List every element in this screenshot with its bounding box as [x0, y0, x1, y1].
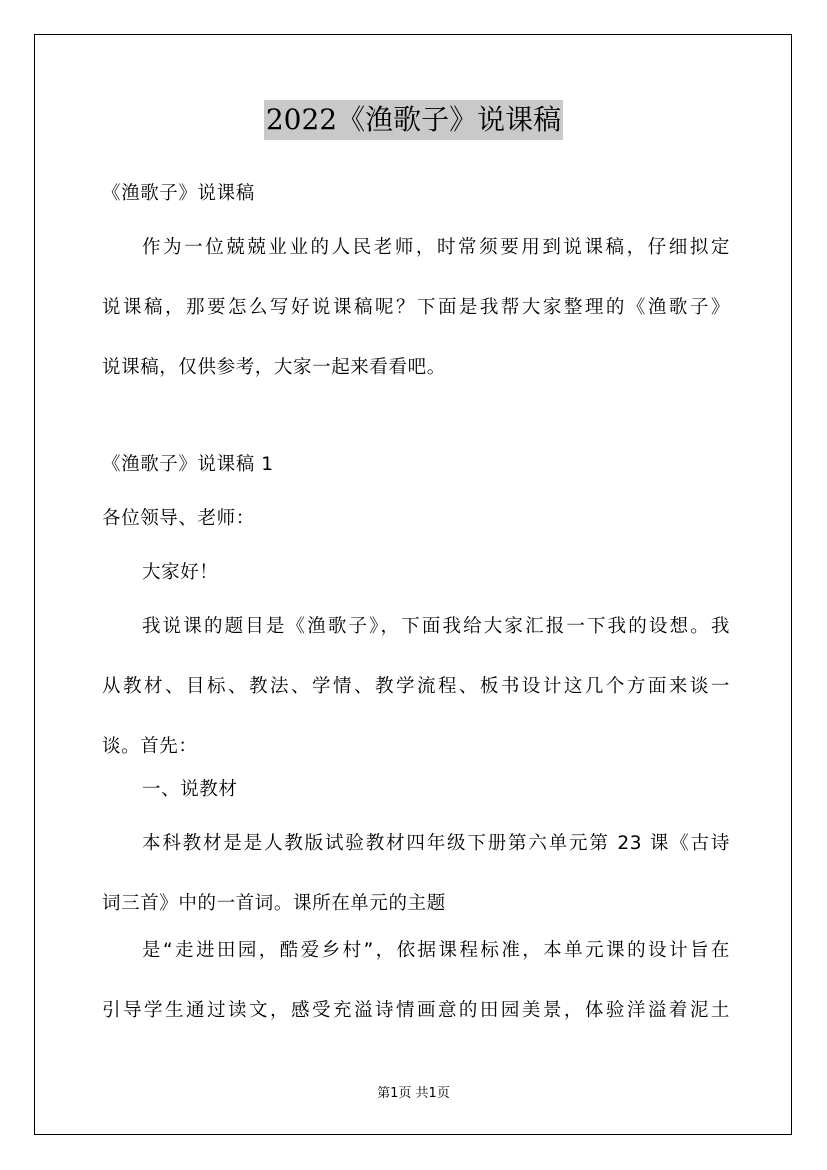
theme-paragraph	[102, 921, 730, 1041]
material-line: 词三首》中的一首词。课所在单元的主题	[102, 893, 446, 914]
page-number: 第1页 共1页	[377, 1086, 450, 1101]
intro-line: 说课稿，那要怎么写好说课稿呢？下面是我帮大家整理的《渔歌子》	[102, 297, 730, 318]
intro-paragraph	[102, 218, 730, 398]
document-subtitle: 《渔歌子》说课稿	[102, 183, 255, 204]
salutation: 各位领导、老师：	[102, 508, 255, 529]
greeting: 大家好！	[142, 562, 219, 583]
document-title: 2022《渔歌子》说课稿	[264, 100, 563, 140]
body-line: 谈。首先：	[102, 736, 198, 757]
subheading: 一、说教材	[142, 779, 238, 800]
body-paragraph	[102, 597, 730, 777]
intro-line: 说课稿，仅供参考，大家一起来看看吧。	[102, 357, 446, 378]
material-paragraph	[102, 814, 730, 934]
intro-line: 作为一位兢兢业业的人民老师，时常须要用到说课稿，仔细拟定	[142, 237, 730, 258]
body-line: 我说课的题目是《渔歌子》，下面我给大家汇报一下我的设想。我	[142, 616, 730, 637]
title-container	[0, 100, 827, 140]
page-footer	[0, 1082, 827, 1101]
theme-line: 引导学生通过读文，感受充溢诗情画意的田园美景，体验洋溢着泥土	[102, 1000, 730, 1021]
section-heading: 《渔歌子》说课稿 1	[102, 454, 274, 475]
material-line: 本科教材是是人教版试验教材四年级下册第六单元第 23 课《古诗	[142, 833, 730, 854]
body-line: 从教材、目标、教法、学情、教学流程、板书设计这几个方面来谈一	[102, 676, 730, 697]
theme-line: 是“走进田园，酷爱乡村”，依据课程标准，本单元课的设计旨在	[142, 940, 730, 961]
